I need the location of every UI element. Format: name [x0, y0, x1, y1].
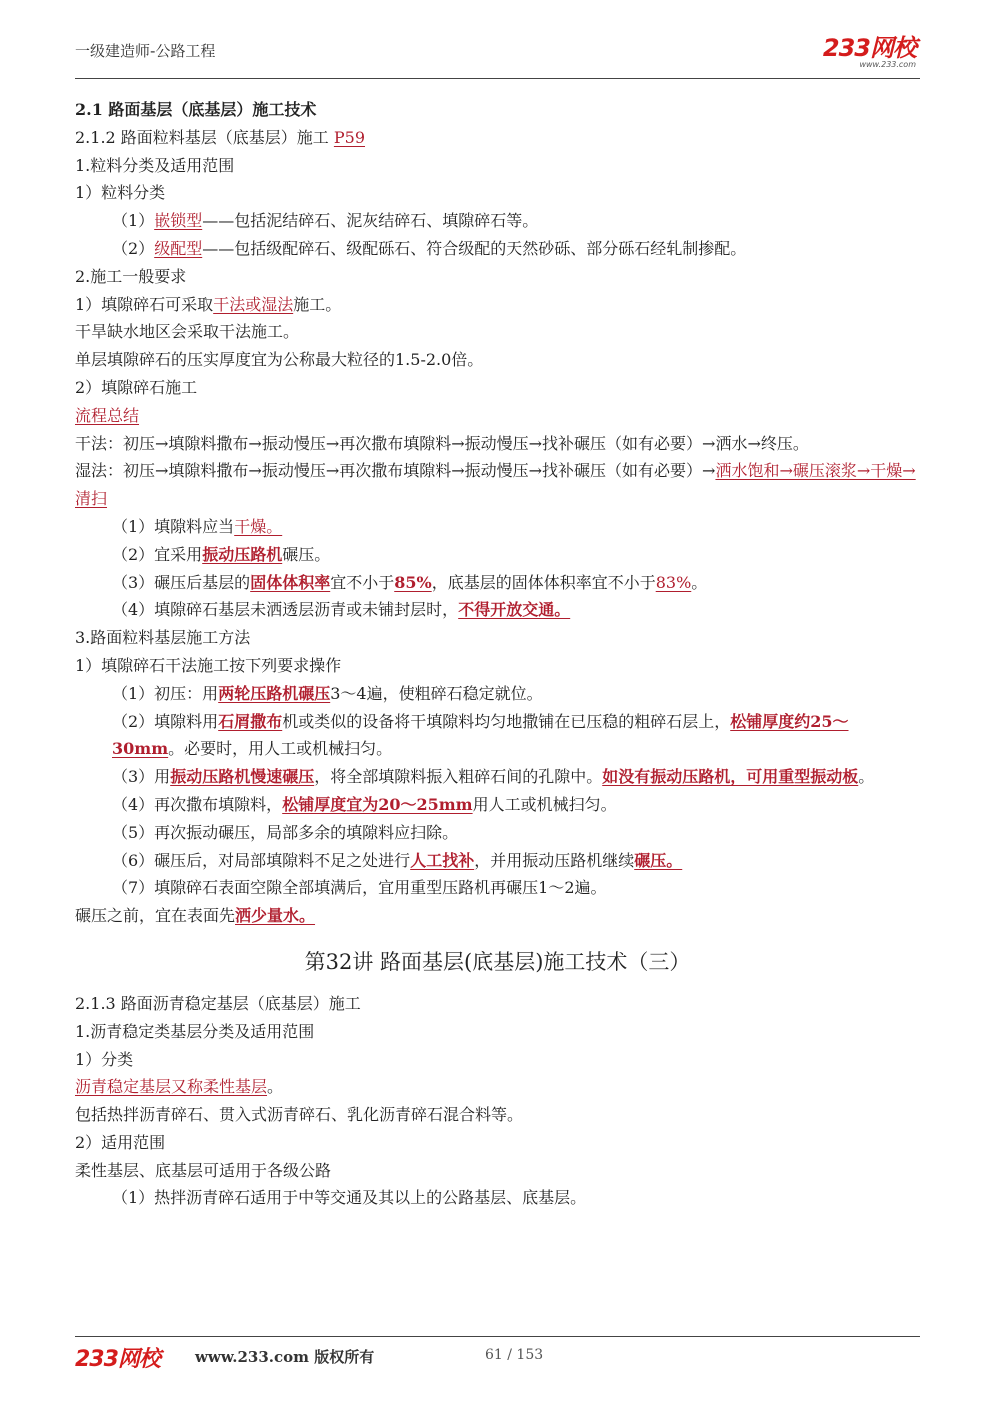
text-run: 碾压。 — [282, 544, 331, 564]
key-point: 碾压。 — [634, 850, 683, 870]
key-point: 振动压路机 — [202, 544, 283, 564]
text-line — [75, 402, 920, 430]
text-run: 机或类似的设备将干填隙料均匀地撒铺在已压稳的粗碎石层上， — [282, 711, 731, 731]
section-2-1-3 — [75, 990, 920, 1212]
highlighted-term: P59 — [333, 127, 366, 147]
text-line: 1.沥青稳定类基层分类及适用范围 — [75, 1021, 315, 1041]
text-run: （2） — [112, 238, 155, 258]
logo-text: 233网校 — [822, 34, 916, 62]
highlighted-term: 沥青稳定基层又称柔性基层 — [75, 1077, 268, 1097]
text-line: 2.施工一般要求 — [75, 266, 187, 286]
section-2-1-2 — [75, 96, 920, 930]
text-line: 2）适用范围 — [75, 1132, 166, 1152]
text-line — [75, 847, 920, 875]
text-line — [75, 1184, 920, 1212]
highlighted-term: 83% — [655, 572, 692, 592]
text-run: ——包括级配碎石、级配砾石、符合级配的天然砂砾、部分砾石经轧制掺配。 — [202, 238, 747, 258]
text-line: 1.粒料分类及适用范围 — [75, 155, 235, 175]
page-number: 61 / 153 — [485, 1347, 544, 1363]
key-point: 如没有振动压路机，可用重型振动板 — [602, 767, 859, 787]
text-run: 。 — [858, 767, 875, 787]
text-line — [75, 680, 920, 708]
key-point: 松铺厚度宜为20～25mm — [282, 794, 473, 814]
text-run: 用人工或机械扫匀。 — [472, 794, 617, 814]
text-line: 1）分类 — [75, 1049, 134, 1069]
text-line: 1）填隙碎石干法施工按下列要求操作 — [75, 655, 342, 675]
key-point: 85% — [394, 572, 432, 592]
text-run: （5）再次振动碾压，局部多余的填隙料应扫除。 — [112, 822, 459, 842]
text-run: （4）再次撒布填隙料， — [112, 794, 283, 814]
text-line — [75, 569, 920, 597]
text-line — [75, 596, 920, 624]
text-line — [75, 763, 920, 791]
text-run: （2）宜采用 — [112, 544, 203, 564]
text-line: 1）粒料分类 — [75, 183, 166, 203]
text-line: 3.路面粒料基层施工方法 — [75, 628, 251, 648]
key-point: 松铺厚度约25～30mm — [112, 711, 849, 759]
text-line: 包括热拌沥青碎石、贯入式沥青碎石、乳化沥青碎石混合料等。 — [75, 1105, 524, 1125]
highlighted-term: 干法或湿法 — [213, 294, 294, 314]
lecture-heading: 第32讲 路面基层(底基层)施工技术（三） — [304, 949, 691, 974]
text-run: （3）用 — [112, 767, 171, 787]
page-header — [75, 36, 920, 76]
text-line: 单层填隙碎石的压实厚度宜为公称最大粒径的1.5-2.0倍。 — [75, 350, 484, 370]
text-line: 柔性基层、底基层可适用于各级公路 — [75, 1160, 332, 1180]
brand-logo — [823, 36, 916, 69]
text-line — [75, 513, 920, 541]
page-footer — [75, 1342, 920, 1372]
text-run: 。 — [691, 572, 708, 592]
footer-logo: 233网校 — [75, 1347, 160, 1372]
text-line — [75, 430, 920, 458]
key-point: 不得开放交通。 — [458, 600, 571, 620]
text-run: 湿法：初压→填隙料撒布→振动慢压→再次撒布填隙料→振动慢压→找补碾压（如有必要）→ — [75, 461, 716, 481]
text-line — [75, 541, 920, 569]
text-run: ，并用振动压路机继续 — [474, 850, 635, 870]
text-line — [75, 291, 920, 319]
text-run: （1） — [112, 211, 155, 231]
footer-copyright: www.233.com 版权所有 — [195, 1348, 375, 1366]
footer-divider — [75, 1336, 920, 1337]
highlighted-term: 洒水饱和→碾压滚浆→干燥→清扫 — [75, 461, 916, 509]
text-run: 。必要时，用人工或机械扫匀。 — [168, 739, 393, 759]
document-body — [75, 96, 920, 1212]
text-line: 2）填隙碎石施工 — [75, 377, 198, 397]
text-line: 干旱缺水地区会采取干法施工。 — [75, 322, 300, 342]
header-title: 一级建造师-公路工程 — [75, 42, 216, 60]
text-line — [75, 457, 920, 513]
header-divider — [75, 78, 920, 79]
text-run: （1）填隙料应当 — [112, 516, 235, 536]
key-point: 振动压路机慢速碾压 — [170, 767, 315, 787]
text-line: 2.1.3 路面沥青稳定基层（底基层）施工 — [75, 993, 361, 1013]
text-run: 干法：初压→填隙料撒布→振动慢压→再次撒布填隙料→振动慢压→找补碾压（如有必要）→洒水→终压。 — [75, 433, 809, 453]
highlighted-term: 嵌锁型 — [154, 211, 203, 231]
text-run: （7）填隙碎石表面空隙全部填满后，宜用重型压路机再碾压1～2遍。 — [112, 878, 607, 898]
key-point: 固体体积率 — [250, 572, 331, 592]
text-run: 1）填隙碎石可采取 — [75, 294, 214, 314]
text-line — [75, 124, 920, 152]
key-point: 人工找补 — [410, 850, 475, 870]
text-run: 施工。 — [293, 294, 342, 314]
text-run: ——包括泥结碎石、泥灰结碎石、填隙碎石等。 — [202, 211, 539, 231]
text-line: 2.1 路面基层（底基层）施工技术 — [75, 100, 317, 119]
key-point: 洒少量水。 — [235, 906, 316, 926]
text-run: （2）填隙料用 — [112, 711, 219, 731]
text-run: ，底基层的固体体积率宜不小于 — [431, 572, 656, 592]
text-run: （1）热拌沥青碎石适用于中等交通及其以上的公路基层、底基层。 — [112, 1188, 587, 1208]
text-run: 宜不小于 — [330, 572, 395, 592]
text-run: 2.1.2 路面粒料基层（底基层）施工 — [75, 127, 334, 147]
highlighted-term: 干燥。 — [234, 516, 283, 536]
text-run: 。 — [267, 1077, 284, 1097]
text-run: （4）填隙碎石基层未洒透层沥青或未铺封层时， — [112, 600, 459, 620]
text-run: （6）碾压后，对局部填隙料不足之处进行 — [112, 850, 411, 870]
text-line — [75, 874, 920, 902]
text-run: 碾压之前，宜在表面先 — [75, 906, 236, 926]
key-point: 两轮压路机碾压 — [218, 683, 331, 703]
text-line — [75, 207, 920, 235]
text-line — [75, 235, 920, 263]
highlighted-term: 流程总结 — [75, 405, 140, 425]
text-line — [75, 819, 920, 847]
text-run: （1）初压：用 — [112, 683, 219, 703]
text-line — [75, 1073, 920, 1101]
text-run: （3）碾压后基层的 — [112, 572, 251, 592]
highlighted-term: 级配型 — [154, 238, 203, 258]
text-line — [75, 708, 920, 764]
key-point: 石屑撒布 — [218, 711, 283, 731]
text-run: 3～4遍，使粗碎石稳定就位。 — [330, 683, 543, 703]
text-line — [75, 902, 920, 930]
text-line — [75, 791, 920, 819]
logo-url: www.233.com — [859, 60, 916, 69]
text-run: ，将全部填隙料振入粗碎石间的孔隙中。 — [314, 767, 603, 787]
